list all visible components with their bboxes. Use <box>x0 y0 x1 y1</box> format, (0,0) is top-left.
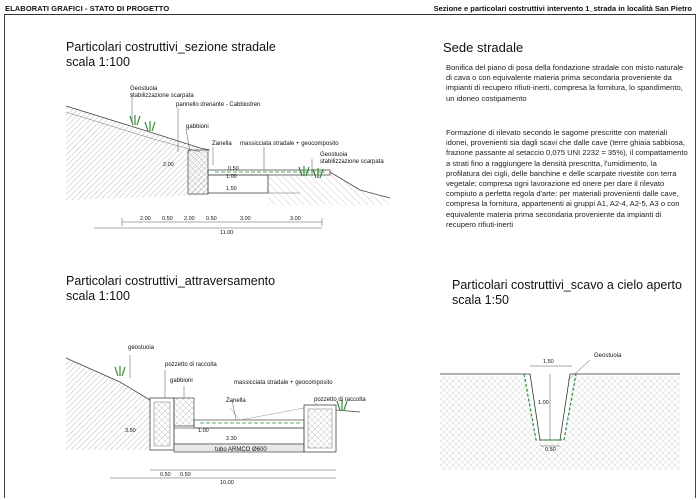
s1-massicciata: massicciata stradale + geocomposito <box>240 141 339 147</box>
s1-dim-hlow: 1.50 <box>226 186 237 192</box>
s1-pannello: pannello drenante - Cabbiodren <box>176 102 261 108</box>
gabbioni-block <box>188 150 208 194</box>
scavo-hatch <box>440 376 680 470</box>
s2-dim-b2: 0.50 <box>180 472 191 478</box>
s2-massicciata: massicciata stradale + geocomposito <box>234 380 333 386</box>
s1-gabbioni: gabbioni <box>186 124 209 130</box>
s1-dim-b4: 0.50 <box>206 216 217 222</box>
s3-dim-top: 1.50 <box>543 359 554 365</box>
header-right-title: Sezione e particolari costruttivi intervento 1_strada in località San Pietro <box>433 4 692 13</box>
s2-geostuoia: geostuoia <box>128 345 155 351</box>
s1-geostuoia-left: Geostuoia <box>130 86 158 92</box>
s2-tubo: tubo ARMCO Ø600 <box>215 447 267 453</box>
s1-stab-right: stabilizzazione scarpata <box>320 159 384 165</box>
s1-dim-hroad: 0.50 <box>228 166 239 172</box>
s1-dim-b6: 3.00 <box>290 216 301 222</box>
section3-title: Particolari costruttivi_scavo a cielo aperto <box>452 278 682 292</box>
s2-dim-h: 3.50 <box>125 428 136 434</box>
sede-paragraph-2: Formazione di rilevato secondo le sagome prescritte con materiali idonei, provenienti sia dagli scavi che dalle cave (terre ghiaia sabbiosa, frazione passante al setaccio 0,075 UNI 2232 = 35%), il compattamento a strati fino a raggiungere la densità prescritta, l'umidimento, la profilatura dei cigli, delle banchine e delle scarpate rivestite con terra vegetale; compresa ogni lavorazione ed onere per dare il rilevato compiuto a perfetta regola d'arte: per materiali provenienti dalle cave, compresa la fornitura, appartenenti ai gruppi A1, A2-4, A2-5, A3 o con equivalente materia prima secondaria proveniente da impianti di recupero rifiuti-inerti <box>446 128 688 229</box>
terrain2-hatch <box>66 358 150 450</box>
s1-dim-b2: 0.50 <box>162 216 173 222</box>
header-left-title: ELABORATI GRAFICI - STATO DI PROGETTO <box>5 4 170 13</box>
sede-title: Sede stradale <box>443 40 524 55</box>
massicciata-block <box>208 175 268 193</box>
section2-title: Particolari costruttivi_attraversamento <box>66 274 276 288</box>
s1-geostuoia-right: Geostuoia <box>320 152 348 158</box>
section3-scale: scala 1:50 <box>452 293 509 307</box>
s2-dim-total: 10.00 <box>220 480 234 486</box>
road2 <box>194 420 304 428</box>
s2-dim-b1: 0.50 <box>160 472 171 478</box>
s2-dim-w: 2.30 <box>226 436 237 442</box>
s2-zanella: Zanella <box>226 398 246 404</box>
section2-scale: scala 1:100 <box>66 289 130 303</box>
section1-title: Particolari costruttivi_sezione stradale <box>66 40 276 54</box>
s1-dim-hleft: 2.00 <box>163 162 174 168</box>
sede-paragraph-1: Bonifica del piano di posa della fondazione stradale con misto naturale di cava o con equivalente materia prima secondaria proveniente da impianti di recupero rifiuti-inerti, compresa la fornitura, lo spandimento, un idoneo costipamento <box>446 63 684 103</box>
s2-pozzetto2: pozzetto di raccolta <box>314 397 366 403</box>
s3-geostuoia: Geostuoia <box>594 353 622 359</box>
s2-pozzetto1: pozzetto di raccolta <box>165 362 217 368</box>
s2-dim-road: 1.00 <box>198 428 209 434</box>
s1-dim-b5: 3.00 <box>240 216 251 222</box>
s1-zanella: Zanella <box>212 141 232 147</box>
s1-stab-left: stabilizzazione scarpata <box>130 93 194 99</box>
s1-dim-hmid: 1.00 <box>226 174 237 180</box>
s1-dim-b1: 2.00 <box>140 216 151 222</box>
s1-dim-b3: 2.00 <box>184 216 195 222</box>
s3-dim-h: 1.00 <box>538 400 549 406</box>
s1-dim-total: 11.00 <box>220 230 234 236</box>
gabbioni2-block <box>174 398 194 426</box>
s3-dim-bottom: 0.50 <box>545 447 556 453</box>
terrain-hatch <box>66 106 208 200</box>
section1-scale: scala 1:100 <box>66 55 130 69</box>
s2-gabbioni: gabbioni <box>170 378 193 384</box>
